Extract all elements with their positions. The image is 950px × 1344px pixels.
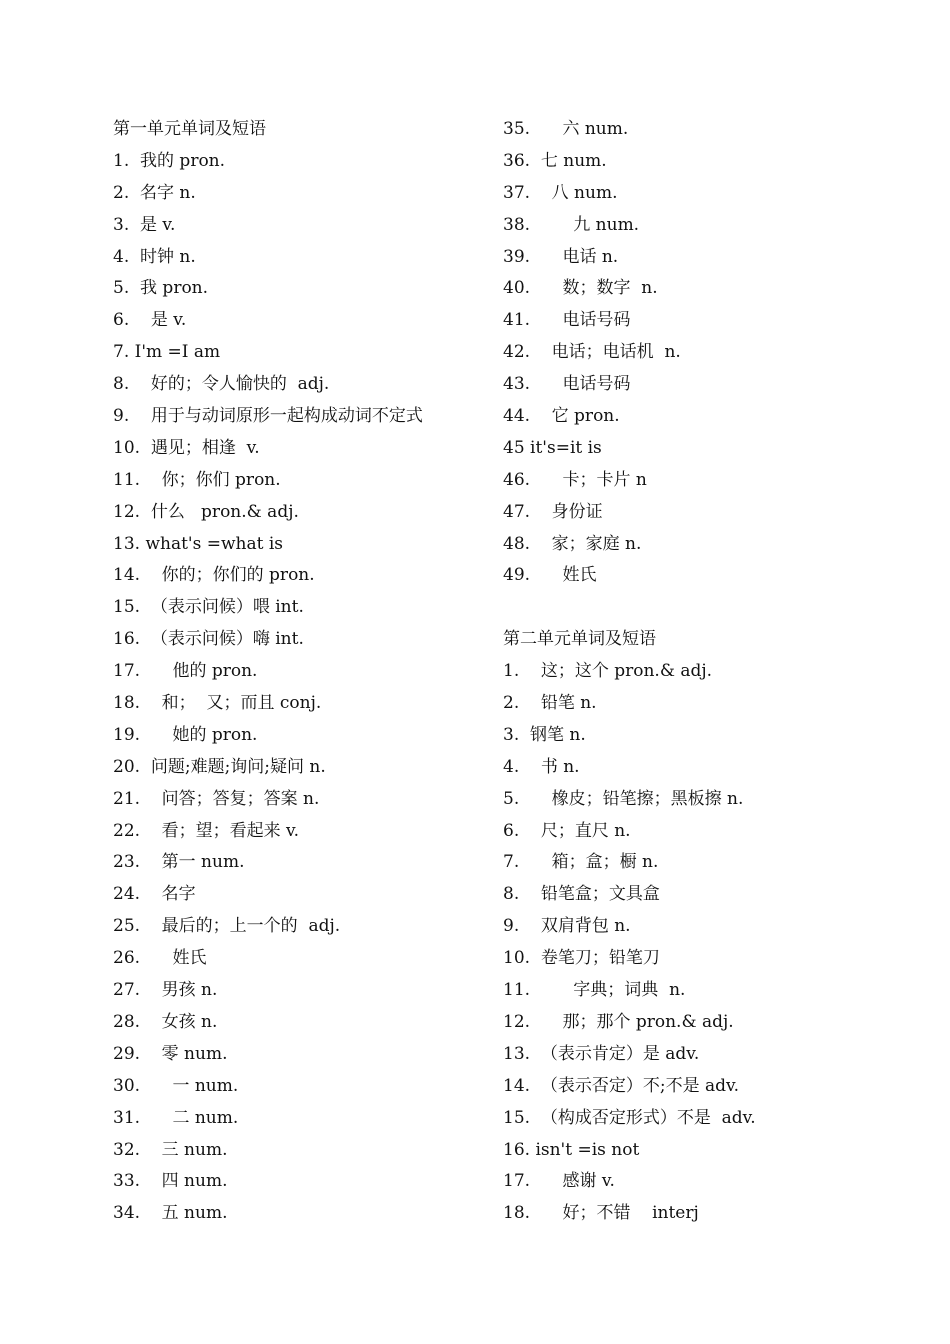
vocab-entry: 4. 时钟 n. bbox=[113, 246, 196, 267]
vocab-entry: 7. 箱；盒；橱 n. bbox=[503, 852, 659, 873]
vocab-entry: 6. 是 v. bbox=[113, 310, 187, 331]
vocab-entry: 47. 身份证 bbox=[503, 501, 603, 522]
vocab-entry: 36. 七 num. bbox=[503, 150, 607, 171]
vocab-entry: 11. 字典；词典 n. bbox=[503, 980, 686, 1001]
vocab-entry: 35. 六 num. bbox=[503, 119, 629, 139]
vocab-entry: 44. 它 pron. bbox=[503, 406, 620, 427]
vocab-entry: 1. 这；这个 pron.& adj. bbox=[503, 661, 713, 682]
vocab-entry: 39. 电话 n. bbox=[503, 246, 619, 267]
vocab-entry: 31. 二 num. bbox=[113, 1107, 239, 1128]
vocab-entry: 5. 我 pron. bbox=[113, 278, 209, 299]
vocab-entry: 8. 铅笔盒；文具盒 bbox=[503, 884, 660, 905]
vocab-entry: 23. 第一 num. bbox=[113, 852, 245, 873]
vocab-entry: 25. 最后的；上一个的 adj. bbox=[113, 916, 341, 937]
vocab-entry: 12. 那；那个 pron.& adj. bbox=[503, 1011, 734, 1032]
vocab-entry: 20. 问题;难题;询问;疑问 n. bbox=[113, 756, 326, 777]
vocab-entry: 13. （表示肯定）是 adv. bbox=[503, 1043, 700, 1064]
vocab-entry: 22. 看；望；看起来 v. bbox=[113, 820, 300, 841]
vocab-entry: 19. 她的 pron. bbox=[113, 724, 258, 745]
vocab-entry: 5. 橡皮；铅笔擦；黑板擦 n. bbox=[503, 788, 744, 809]
vocab-entry: 10. 卷笔刀；铅笔刀 bbox=[503, 948, 660, 969]
vocab-entry: 16. isn't =is not bbox=[503, 1139, 640, 1160]
vocab-entry: 4. 书 n. bbox=[503, 756, 580, 777]
vocab-entry: 26. 姓氏 bbox=[113, 948, 207, 969]
vocab-entry: 28. 女孩 n. bbox=[113, 1011, 218, 1032]
vocab-entry: 14. 你的；你们的 pron. bbox=[113, 565, 315, 586]
vocab-entry: 24. 名字 bbox=[113, 884, 196, 905]
vocab-entry: 14. （表示否定）不;不是 adv. bbox=[503, 1075, 739, 1096]
vocab-entry: 49. 姓氏 bbox=[503, 565, 597, 586]
section-heading: 第一单元单词及短语 bbox=[113, 119, 266, 139]
vocab-entry: 48. 家；家庭 n. bbox=[503, 533, 642, 554]
vocab-entry: 27. 男孩 n. bbox=[113, 980, 218, 1001]
vocab-entry: 12. 什么 pron.& adj. bbox=[113, 501, 299, 522]
vocab-entry: 33. 四 num. bbox=[113, 1171, 228, 1192]
vocab-entry: 18. 和； 又；而且 conj. bbox=[113, 693, 322, 714]
vocab-entry: 2. 名字 n. bbox=[113, 182, 196, 203]
vocab-entry: 40. 数；数字 n. bbox=[503, 278, 658, 299]
vocab-entry: 9. 用于与动词原形一起构成动词不定式 bbox=[113, 406, 423, 427]
vocab-entry: 10. 遇见；相逢 v. bbox=[113, 437, 260, 458]
vocab-entry: 45 it's=it is bbox=[503, 437, 602, 458]
vocab-entry: 3. 钢笔 n. bbox=[503, 724, 586, 745]
vocab-entry: 32. 三 num. bbox=[113, 1139, 228, 1160]
right-column bbox=[503, 114, 903, 1230]
vocab-entry: 29. 零 num. bbox=[113, 1043, 228, 1064]
blank-line bbox=[503, 592, 903, 624]
vocab-entry: 7. I'm =I am bbox=[113, 342, 221, 363]
vocab-entry: 1. 我的 pron. bbox=[113, 150, 226, 171]
vocab-entry: 11. 你；你们 pron. bbox=[113, 469, 281, 490]
vocab-entry: 41. 电话号码 bbox=[503, 310, 631, 331]
vocab-entry: 17. 感谢 v. bbox=[503, 1171, 615, 1192]
vocab-entry: 2. 铅笔 n. bbox=[503, 693, 597, 714]
vocab-entry: 3. 是 v. bbox=[113, 214, 176, 235]
vocab-entry: 30. 一 num. bbox=[113, 1075, 239, 1096]
vocab-entry: 42. 电话；电话机 n. bbox=[503, 342, 681, 363]
vocab-entry: 16. （表示问候）嗨 int. bbox=[113, 629, 304, 650]
vocab-entry: 6. 尺；直尺 n. bbox=[503, 820, 631, 841]
vocab-entry: 37. 八 num. bbox=[503, 182, 618, 203]
vocab-entry: 34. 五 num. bbox=[113, 1203, 228, 1224]
section-heading: 第二单元单词及短语 bbox=[503, 629, 656, 650]
vocab-entry: 21. 问答；答复；答案 n. bbox=[113, 788, 320, 809]
vocab-entry: 17. 他的 pron. bbox=[113, 661, 258, 682]
vocab-entry: 38. 九 num. bbox=[503, 214, 640, 235]
vocab-entry: 8. 好的；令人愉快的 adj. bbox=[113, 374, 330, 395]
vocab-entry: 15. （构成否定形式）不是 adv. bbox=[503, 1107, 756, 1128]
vocab-entry: 43. 电话号码 bbox=[503, 374, 631, 395]
vocab-entry: 13. what's =what is bbox=[113, 533, 283, 554]
vocab-entry: 15. （表示问候）喂 int. bbox=[113, 597, 304, 618]
left-column bbox=[113, 114, 493, 1230]
vocab-entry: 9. 双肩背包 n. bbox=[503, 916, 631, 937]
vocab-entry: 46. 卡；卡片 n bbox=[503, 469, 647, 490]
vocab-entry: 18. 好；不错 interj bbox=[503, 1203, 699, 1224]
